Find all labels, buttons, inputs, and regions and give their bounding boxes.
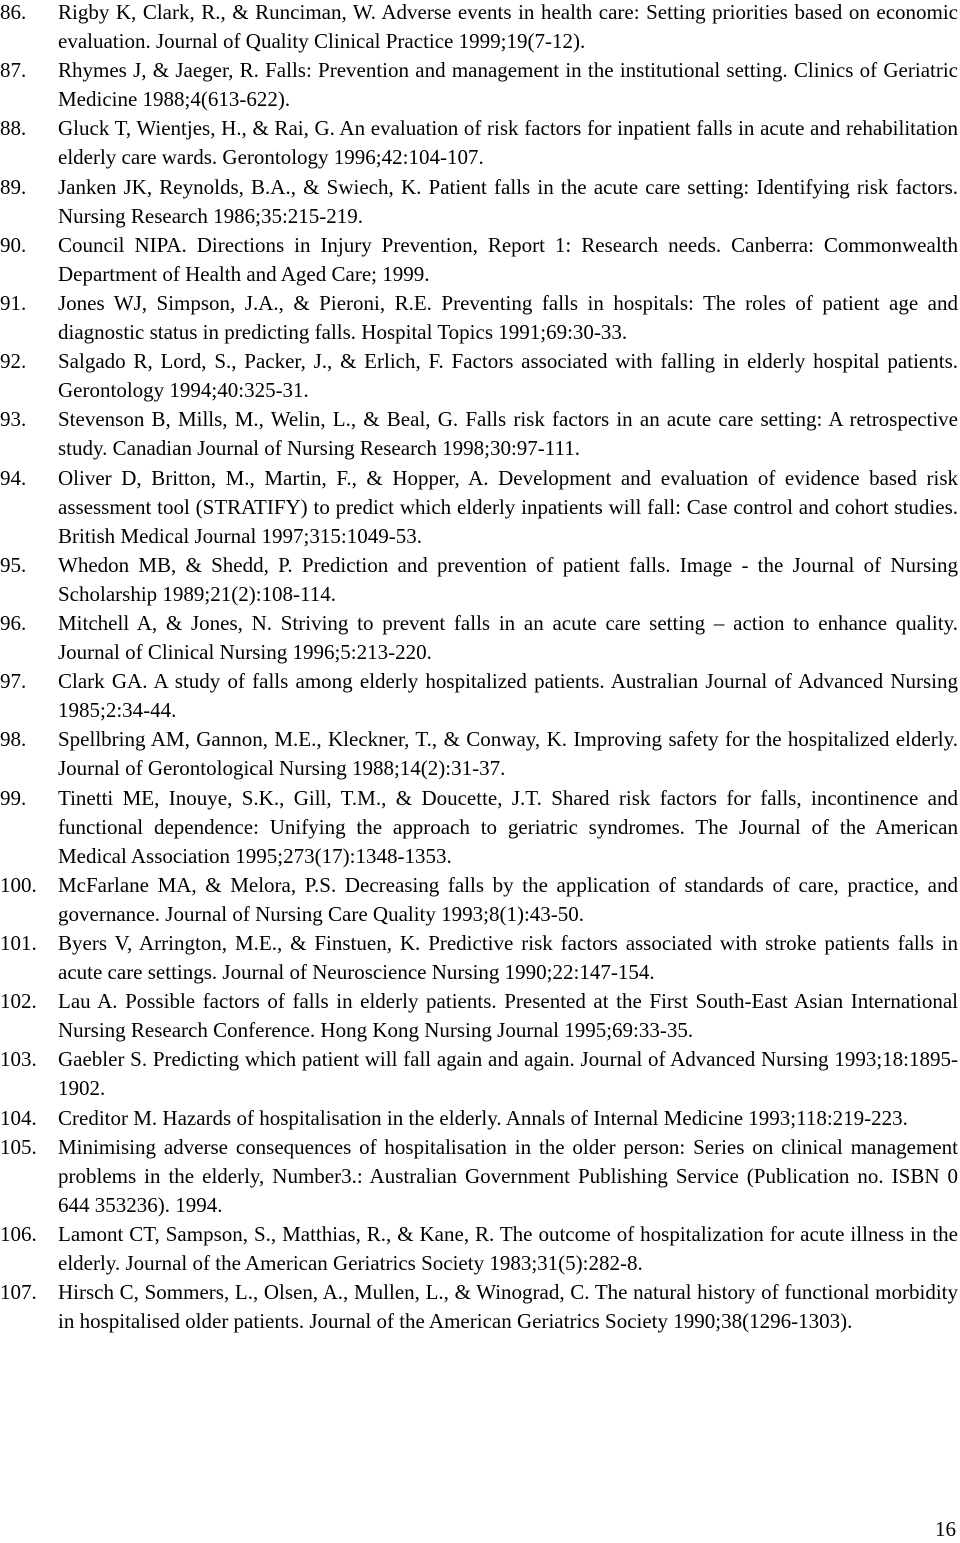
reference-item-89 — [0, 173, 958, 231]
reference-number: 91. — [0, 290, 27, 315]
reference-number: 106. — [0, 1221, 37, 1246]
reference-item-102 — [0, 987, 958, 1045]
reference-text: Mitchell A, & Jones, N. Striving to prevent falls in an acute care setting – action to enhance quality. Journal of Clinical Nursing 1996;5:213-220. — [58, 610, 958, 665]
reference-item-107 — [0, 1278, 958, 1336]
reference-item-103 — [0, 1045, 958, 1103]
reference-number: 86. — [0, 0, 27, 24]
reference-number: 100. — [0, 872, 37, 897]
reference-number: 96. — [0, 610, 27, 635]
reference-number: 87. — [0, 58, 27, 83]
reference-number: 99. — [0, 785, 27, 810]
reference-number: 103. — [0, 1047, 37, 1072]
reference-number: 94. — [0, 465, 27, 490]
reference-text: Janken JK, Reynolds, B.A., & Swiech, K. Patient falls in the acute care setting: Identifying risk factors. Nursing Research 1986;35:215-219. — [58, 174, 958, 228]
reference-text: Lamont CT, Sampson, S., Matthias, R., & Kane, R. The outcome of hospitalization for acute illness in the elderly. Journal of the American Geriatrics Society 1983;31(5):282-8. — [58, 1221, 958, 1276]
reference-item-105 — [0, 1133, 958, 1220]
reference-text: Rigby K, Clark, R., & Runciman, W. Adverse events in health care: Setting priorities based on economic evaluation. Journal of Quality Clinical Practice 1999;19(7-12). — [58, 0, 958, 54]
reference-item-97 — [0, 667, 958, 725]
reference-item-104 — [0, 1104, 958, 1133]
reference-number: 102. — [0, 989, 37, 1014]
reference-item-88 — [0, 114, 958, 172]
reference-text: Stevenson B, Mills, M., Welin, L., & Beal, G. Falls risk factors in an acute care setting: A retrospective study. Canadian Journal of Nursing Research 1998;30:97-111. — [58, 407, 958, 461]
reference-text: Gluck T, Wientjes, H., & Rai, G. An evaluation of risk factors for inpatient falls in acute and rehabilitation elderly care wards. Gerontology 1996;42:104-107. — [58, 116, 958, 170]
reference-text: Oliver D, Britton, M., Martin, F., & Hopper, A. Development and evaluation of evidence based risk assessment tool (STRATIFY) to predict which elderly inpatients will fall: Case control and cohort studies. British Medical Journal 1997;315:1049-53. — [58, 465, 958, 548]
reference-item-98 — [0, 725, 958, 783]
reference-text: Jones WJ, Simpson, J.A., & Pieroni, R.E. Preventing falls in hospitals: The roles of patient age and diagnostic status in predicting falls. Hospital Topics 1991;69:30-33. — [58, 290, 958, 345]
reference-item-101 — [0, 929, 958, 987]
reference-item-91 — [0, 289, 958, 347]
reference-number: 89. — [0, 174, 27, 199]
reference-text: Whedon MB, & Shedd, P. Prediction and prevention of patient falls. Image - the Journal of Nursing Scholarship 1989;21(2):108-114. — [58, 552, 958, 606]
reference-item-106 — [0, 1220, 958, 1278]
reference-number: 107. — [0, 1280, 37, 1305]
reference-text: Gaebler S. Predicting which patient will fall again and again. Journal of Advanced Nursing 1993;18:1895-1902. — [58, 1047, 958, 1101]
reference-text: Lau A. Possible factors of falls in elderly patients. Presented at the First South-East Asian International Nursing Research Conference. Hong Kong Nursing Journal 1995;69:33-35. — [58, 989, 958, 1043]
reference-item-100 — [0, 871, 958, 929]
reference-text: Salgado R, Lord, S., Packer, J., & Erlich, F. Factors associated with falling in elderly hospital patients. Gerontology 1994;40:325-31. — [58, 349, 958, 403]
reference-text: Spellbring AM, Gannon, M.E., Kleckner, T., & Conway, K. Improving safety for the hospitalized elderly. Journal of Gerontological Nursing 1988;14(2):31-37. — [58, 727, 958, 781]
reference-number: 92. — [0, 349, 27, 374]
reference-item-94 — [0, 464, 958, 551]
reference-text: Tinetti ME, Inouye, S.K., Gill, T.M., & Doucette, J.T. Shared risk factors for falls, incontinence and functional dependence: Unifying the approach to geriatric syndromes. The Journal of the American Medical Association 1995;273(17):1348-1353. — [58, 785, 958, 868]
reference-item-90 — [0, 231, 958, 289]
reference-item-96 — [0, 609, 958, 667]
reference-number: 95. — [0, 552, 27, 577]
reference-number: 93. — [0, 407, 27, 432]
reference-text: Clark GA. A study of falls among elderly hospitalized patients. Australian Journal of Advanced Nursing 1985;2:34-44. — [58, 669, 958, 723]
reference-item-86 — [0, 0, 958, 56]
reference-number: 97. — [0, 669, 27, 694]
reference-item-87 — [0, 56, 958, 114]
reference-number: 90. — [0, 232, 27, 257]
reference-text: Rhymes J, & Jaeger, R. Falls: Prevention and management in the institutional setting. Clinics of Geriatric Medicine 1988;4(613-622). — [58, 58, 958, 112]
reference-item-93 — [0, 405, 958, 463]
reference-text: McFarlane MA, & Melora, P.S. Decreasing falls by the application of standards of care, practice, and governance. Journal of Nursing Care Quality 1993;8(1):43-50. — [58, 872, 958, 926]
reference-number: 101. — [0, 931, 37, 955]
reference-text: Creditor M. Hazards of hospitalisation in the elderly. Annals of Internal Medicine 1993;118:219-223. — [58, 1105, 908, 1130]
reference-text: Council NIPA. Directions in Injury Prevention, Report 1: Research needs. Canberra: Commonwealth Department of Health and Aged Care; 1999. — [58, 232, 958, 286]
reference-text: Minimising adverse consequences of hospitalisation in the older person: Series on clinical management problems in the elderly, Number3.: Australian Government Publishing Service (Publication no. ISBN 0 644 353236). 1994. — [58, 1134, 958, 1217]
reference-text: Hirsch C, Sommers, L., Olsen, A., Mullen, L., & Winograd, C. The natural history of functional morbidity in hospitalised older patients. Journal of the American Geriatrics Society 1990;38(1296-1303). — [58, 1280, 958, 1334]
reference-item-92 — [0, 347, 958, 405]
reference-item-95 — [0, 551, 958, 609]
reference-number: 105. — [0, 1134, 37, 1159]
reference-number: 104. — [0, 1105, 37, 1130]
reference-number: 98. — [0, 727, 27, 752]
reference-item-99 — [0, 784, 958, 871]
reference-text: Byers V, Arrington, M.E., & Finstuen, K. Predictive risk factors associated with stroke patients falls in acute care settings. Journal of Neuroscience Nursing 1990;22:147-154. — [58, 931, 958, 985]
reference-number: 88. — [0, 116, 27, 141]
page-number: 16 — [935, 1517, 956, 1541]
